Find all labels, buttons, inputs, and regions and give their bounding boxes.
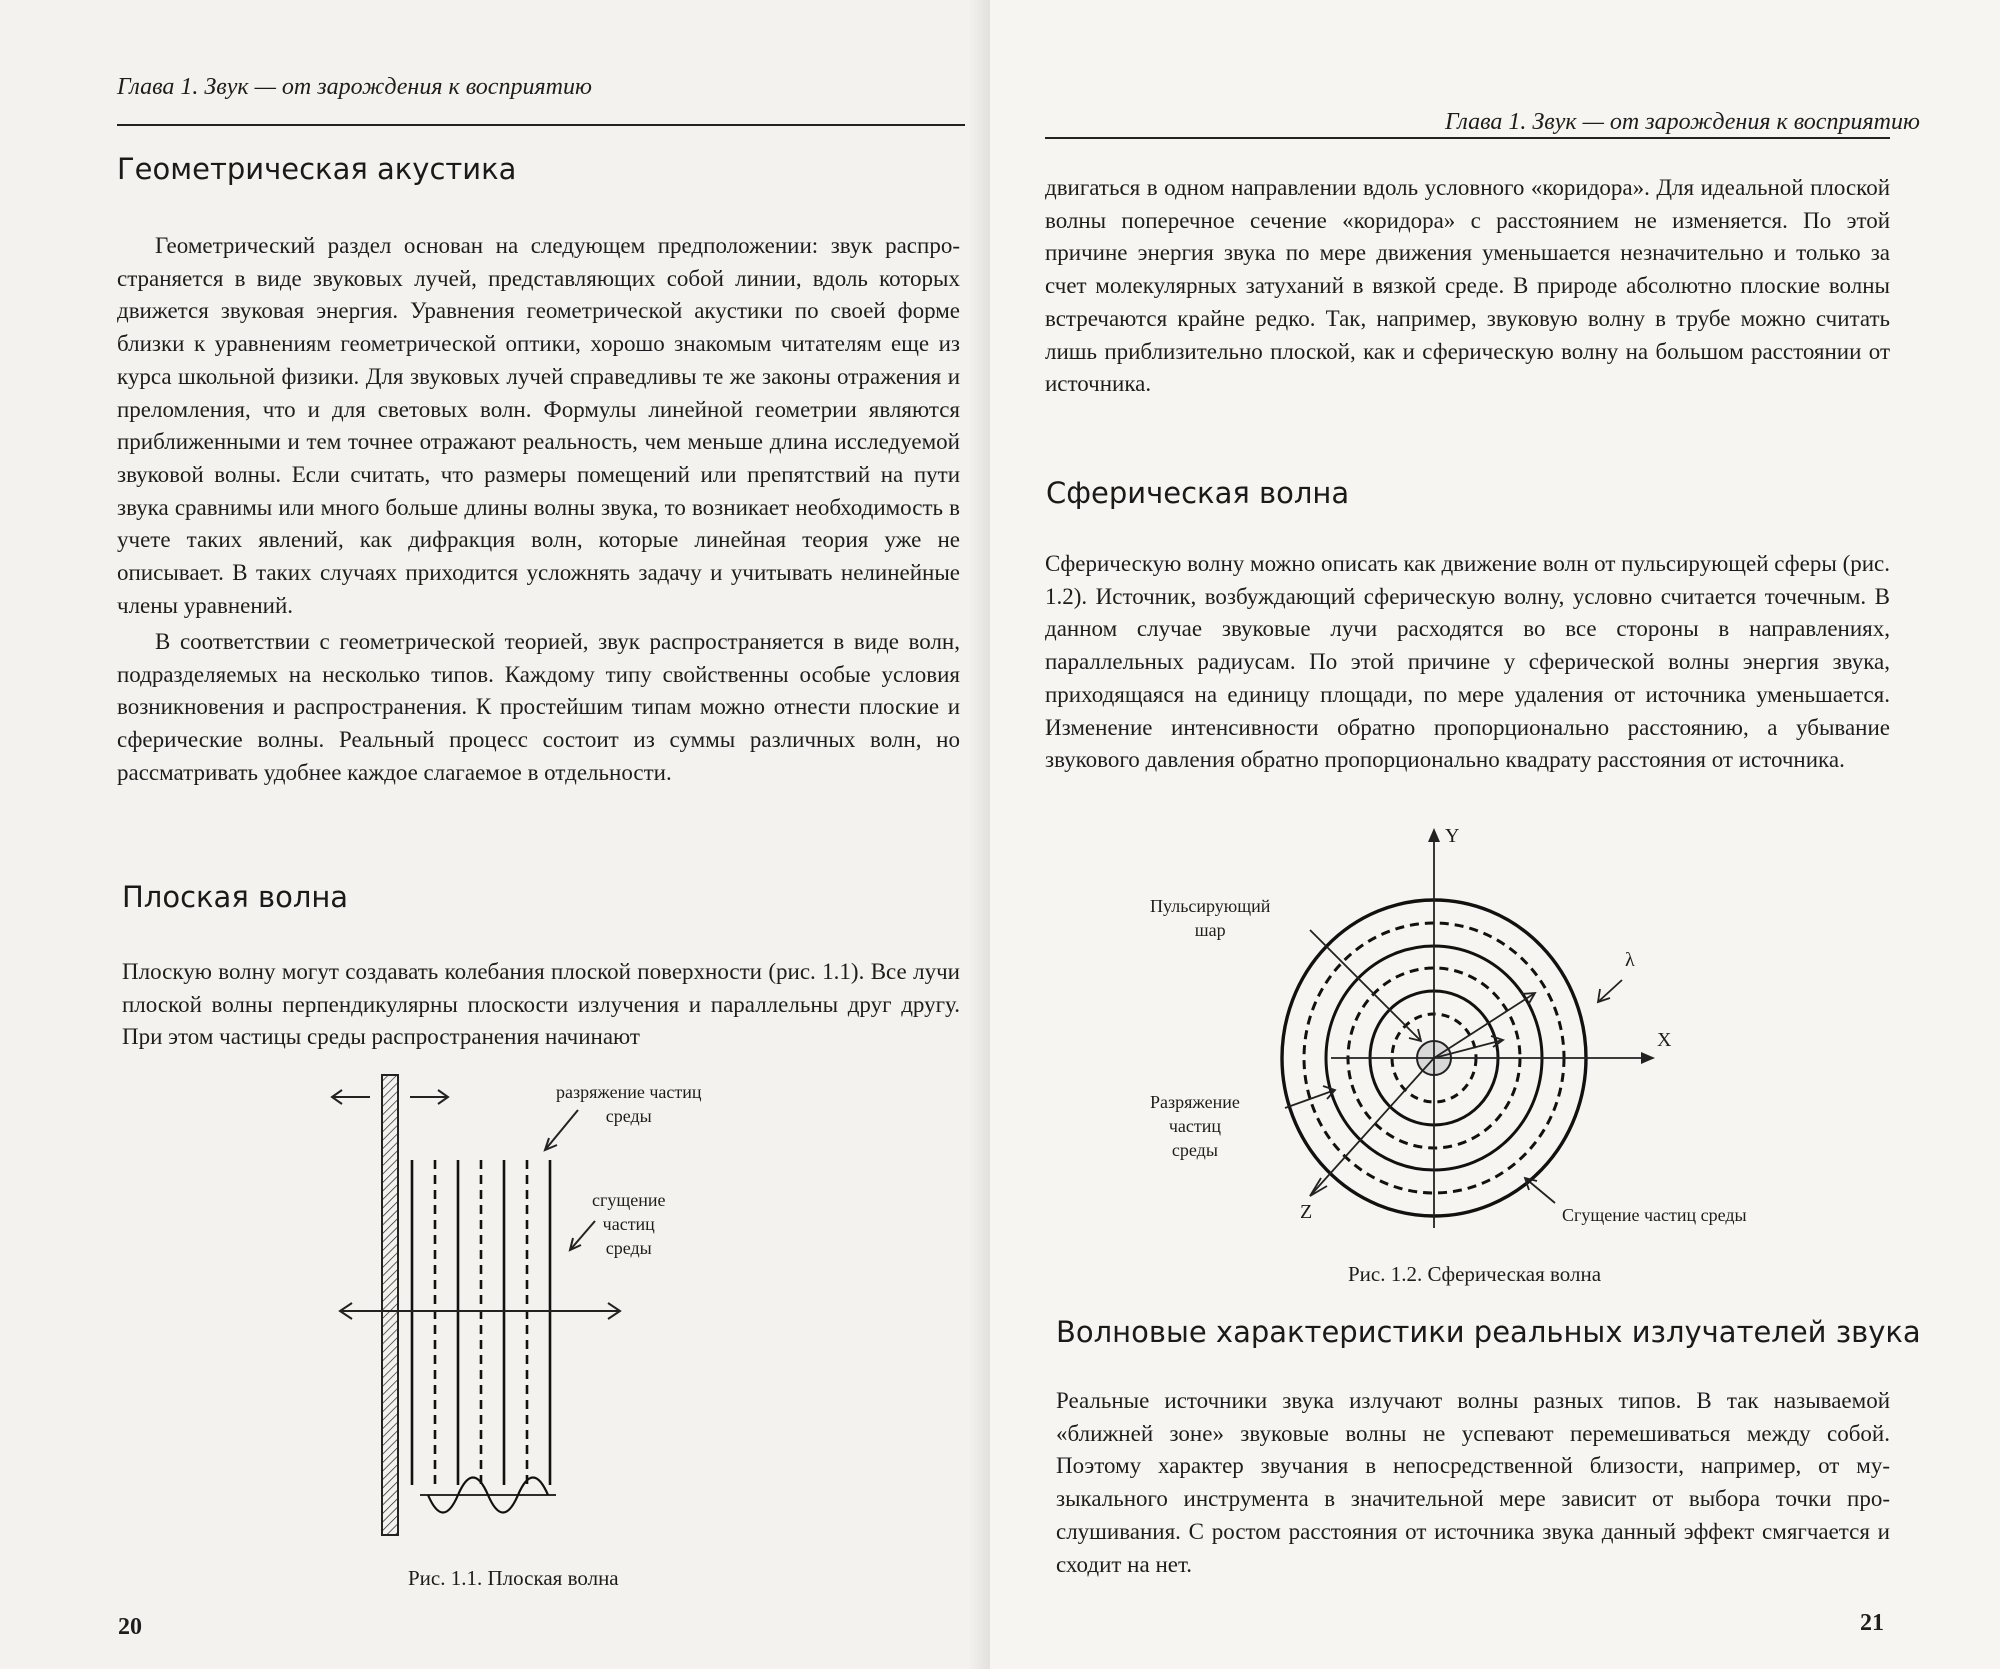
plane-wave-diagram [320, 1075, 740, 1615]
figure-1-1-caption: Рис. 1.1. Плоская волна [408, 1566, 619, 1590]
page-number-left: 20 [118, 1614, 142, 1640]
label-pulsating-sphere: Пульсирующий шар [1150, 896, 1271, 940]
figure-plane-wave [320, 1075, 740, 1615]
heading-wave-characteristics: Волновые характеристики реальных излучателей звука [1056, 1315, 1921, 1349]
header-rule-right [1045, 137, 1890, 139]
running-head-right: Глава 1. Звук — от зарождения к восприятию [1445, 109, 1920, 135]
right-page [990, 0, 2000, 1669]
figure-1-2-caption: Рис. 1.2. Сферическая волна [1348, 1262, 1602, 1286]
left-page [0, 0, 990, 1669]
label-compression-plane: сгущение частиц среды [592, 1190, 666, 1258]
pulsating-sphere-pointer [1310, 930, 1421, 1041]
radiating-plate [382, 1075, 398, 1535]
running-head-left: Глава 1. Звук — от зарождения к восприятию [117, 74, 592, 100]
header-rule-left [117, 124, 965, 126]
heading-geometric-acoustics: Геометрическая акустика [117, 152, 517, 186]
plane-continued-paragraph: двигаться в одном направлении вдоль условного «коридора». Для идеальной плоской волны поперечное сечение «коридора» с расстоянием не изменяется. По этой причине энергия звука по мере движения уменьшается незначительно и только за счет молекулярных затуханий в вязкой среде. В природе абсолютно плоские волны встречаются крайне редко. Так, например, звуковую волну в трубе можно считать лишь приблизительно плоской, как и сферическую волну на большом расстоянии от источника. [1045, 175, 1890, 397]
compression-pointer-sphere [1525, 1178, 1555, 1203]
label-rarefaction-plane: разряжение частиц среды [556, 1082, 702, 1126]
geometric-paragraph-1: Геометрический раздел основан на следующем предположении: звук распространяется в виде звуковых лучей, представляющих собой линии, вдоль которых движется звуковая энергия. Уравнения геометрической акустики по своей форме близки к уравнениям геометрической оптики, хорошо знакомым читателям еще из курса школьной физики. Для звуковых лучей справедливы те же законы отражения и преломления, что и для световых волн. Формулы линейной геометрии являются приближенными и тем точнее отражают реальность, чем меньше длина исследуемой звуковой волны. Если считать, что размеры помещений или препятствий на пути звука сравнимы или много больше длины волны звука, то возникает необходимость в учете таких явлений, как дифракция волн, которые линейная теория уже не описывает. В таких случаях приходится усложнять задачу и учитывать нелинейные члены уравнений. [117, 233, 960, 618]
geometric-paragraph-2: В соответствии с геометрической теорией, звук распространяется в виде волн, подразделяемых на несколько типов. Каждому типу свойственны особые условия возникновения и распространения. К простейшим типам можно отнести плоские и сферические волны. Реальный процесс состоит из суммы различных волн, но рассматривать удобнее каждое слагаемое в отдельности. [117, 629, 960, 785]
plane-paragraph-1: Плоскую волну могут создавать колебания плоской поверхности (рис. 1.1). Все лучи плоской волны перпендикулярны плоскости излучения и параллельны друг другу. При этом частицы среды распространения начинают [122, 959, 960, 1050]
axis-z-label: Z [1300, 1201, 1313, 1223]
label-compression-sphere: Сгущение частиц среды [1562, 1205, 1747, 1225]
wavefront-lines [412, 1160, 550, 1485]
axis-y-label: Y [1445, 825, 1460, 847]
heading-spherical-wave: Сферическая волна [1046, 476, 1350, 510]
spherical-paragraph-1: Сферическую волну можно описать как движение волн от пульсирующей сферы (рис. 1.2). Источник, возбуждающий сферическую волну, условно считается точечным. В данном случае звуковые лучи расходятся во все стороны в направлениях, параллельных радиусам. По этой причине у сферической волны энергия звука, приходящаяся на единицу площади, по мере удаления от источника уменьшается. Изменение интенсивности обратно пропорционально расстоянию, а убывание звукового давления обратно пропорционально квадрату расстояния от источника. [1045, 551, 1890, 773]
heading-plane-wave: Плоская волна [122, 880, 349, 914]
wave-characteristics-paragraph: Реальные источники звука излучают волны разных типов. В так называемой «ближней зоне» звуковые волны не успевают перемешиваться между собой. Поэтому характер звучания в непосредственной близости, например, от музыкального инструмента в значительной мере зависит от выбора точки прослушивания. С ростом расстояния от источника звука данный эффект смягчается и сходит на нет. [1056, 1388, 1890, 1577]
label-rarefaction-sphere: Разряжение частиц среды [1150, 1092, 1240, 1160]
page-number-right: 21 [1860, 1610, 1884, 1636]
figure-spherical-wave [1135, 825, 1765, 1258]
axis-x-label: X [1657, 1029, 1672, 1051]
wavelength-label: λ [1625, 949, 1635, 971]
